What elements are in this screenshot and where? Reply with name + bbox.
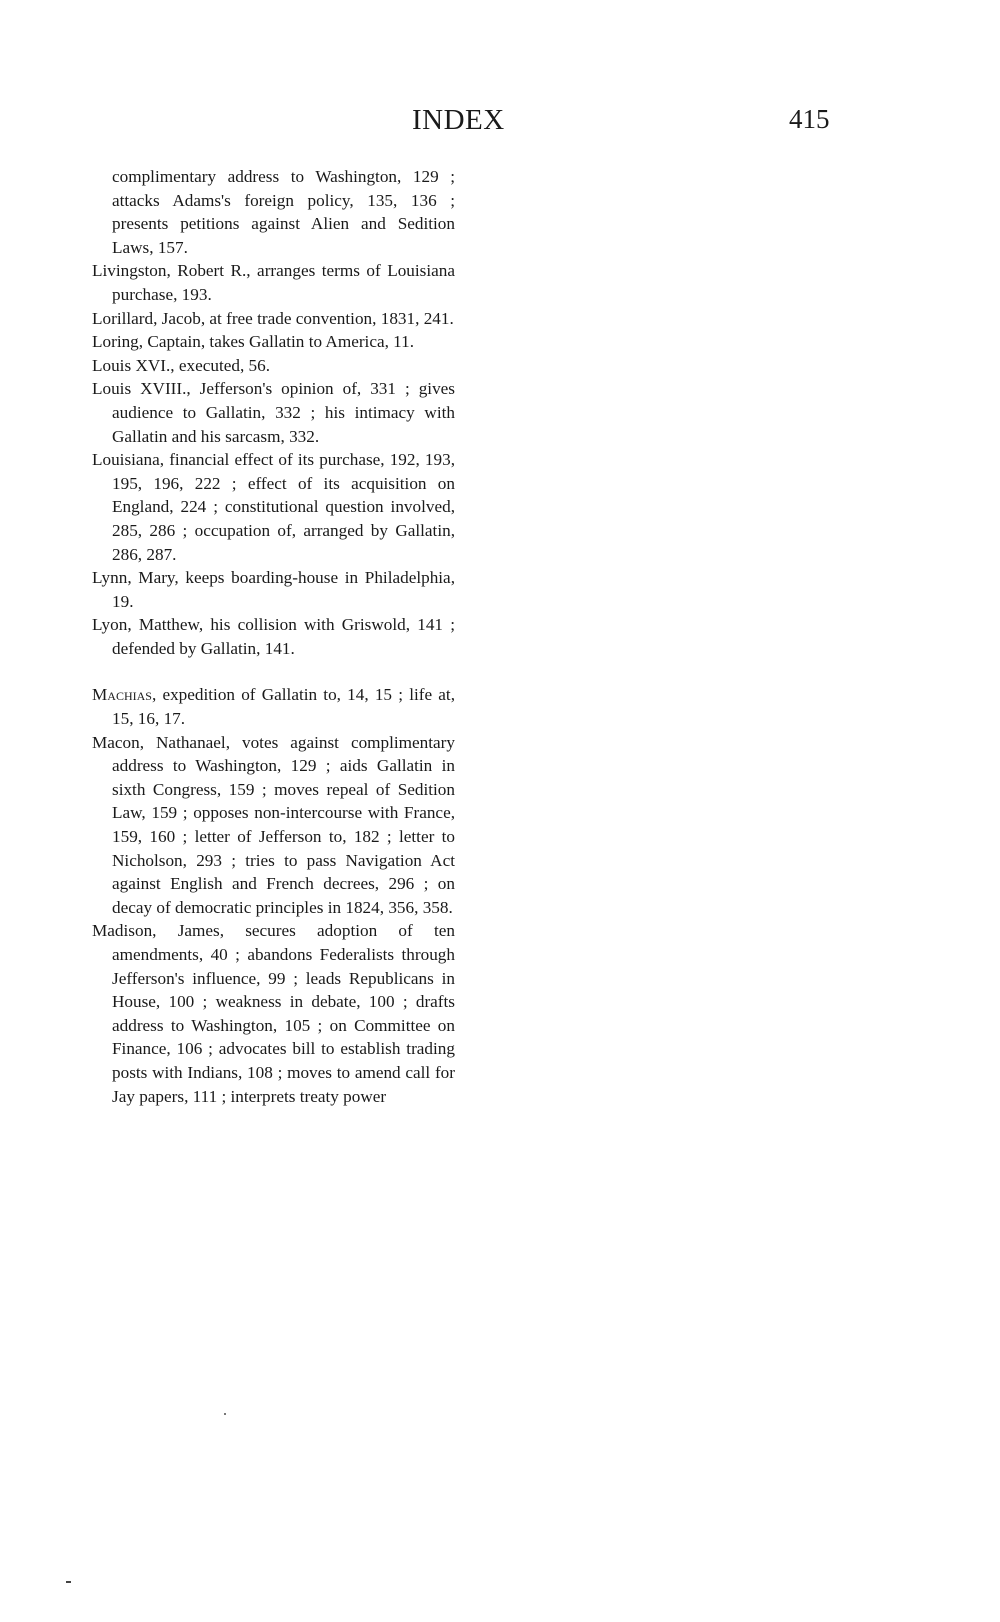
index-entry: complimentary address to Washington, 129 ; attacks Adams's foreign policy, 135, 136 ; presents petitions against Alien and Sedition Laws, 157.: [112, 167, 455, 257]
stray-mark: [224, 1413, 226, 1415]
index-entry: Livingston, Robert R., arranges terms of Louisiana purchase, 193.: [92, 261, 455, 304]
index-entry-machias: [92, 683, 455, 730]
running-head: [0, 104, 1000, 144]
index-entry: Lynn, Mary, keeps boarding-house in Philadelphia, 19.: [92, 568, 455, 611]
page-title: INDEX: [412, 104, 505, 136]
index-entry: Lyon, Matthew, his collision with Griswold, 141 ; defended by Gallatin, 141.: [92, 615, 455, 658]
index-column: [92, 165, 455, 1108]
index-entry: Louis XVIII., Jefferson's opinion of, 331 ; gives audience to Gallatin, 332 ; his intimacy with Gallatin and his sarcasm, 332.: [92, 379, 455, 446]
index-entry: Macon, Nathanael, votes against complimentary address to Washington, 129 ; aids Gallatin in sixth Congress, 159 ; moves repeal of Sedition Law, 159 ; opposes non-intercourse with France, 159, 160 ; letter of Jefferson to, 182 ; letter to Nicholson, 293 ; tries to pass Navigation Act against English and French decrees, 296 ; on decay of democratic principles in 1824, 356, 358.: [92, 732, 455, 917]
index-entry-text: , expedition of Gallatin to, 14, 15 ; life at, 15, 16, 17.: [112, 685, 455, 729]
page-number: 415: [789, 104, 830, 134]
index-entry: Lorillard, Jacob, at free trade convention, 1831, 241.: [92, 308, 454, 328]
index-entry: Louisiana, financial effect of its purchase, 192, 193, 195, 196, 222 ; effect of its acquisition on England, 224 ; constitutional question involved, 285, 286 ; occupation of, arranged by Gallatin, 286, 287.: [92, 450, 455, 564]
stray-mark: [66, 1581, 71, 1583]
index-entry: Loring, Captain, takes Gallatin to America, 11.: [92, 332, 415, 352]
index-entry: Louis XVI., executed, 56.: [92, 355, 271, 375]
index-headword: Machias: [92, 685, 152, 705]
index-entry: Madison, James, secures adoption of ten amendments, 40 ; abandons Federalists through Jefferson's influence, 99 ; leads Republicans in House, 100 ; weakness in debate, 100 ; drafts address to Washington, 105 ; on Committee on Finance, 106 ; advocates bill to establish trading posts with Indians, 108 ; moves to amend call for Jay papers, 111 ; interprets treaty power: [92, 921, 455, 1106]
